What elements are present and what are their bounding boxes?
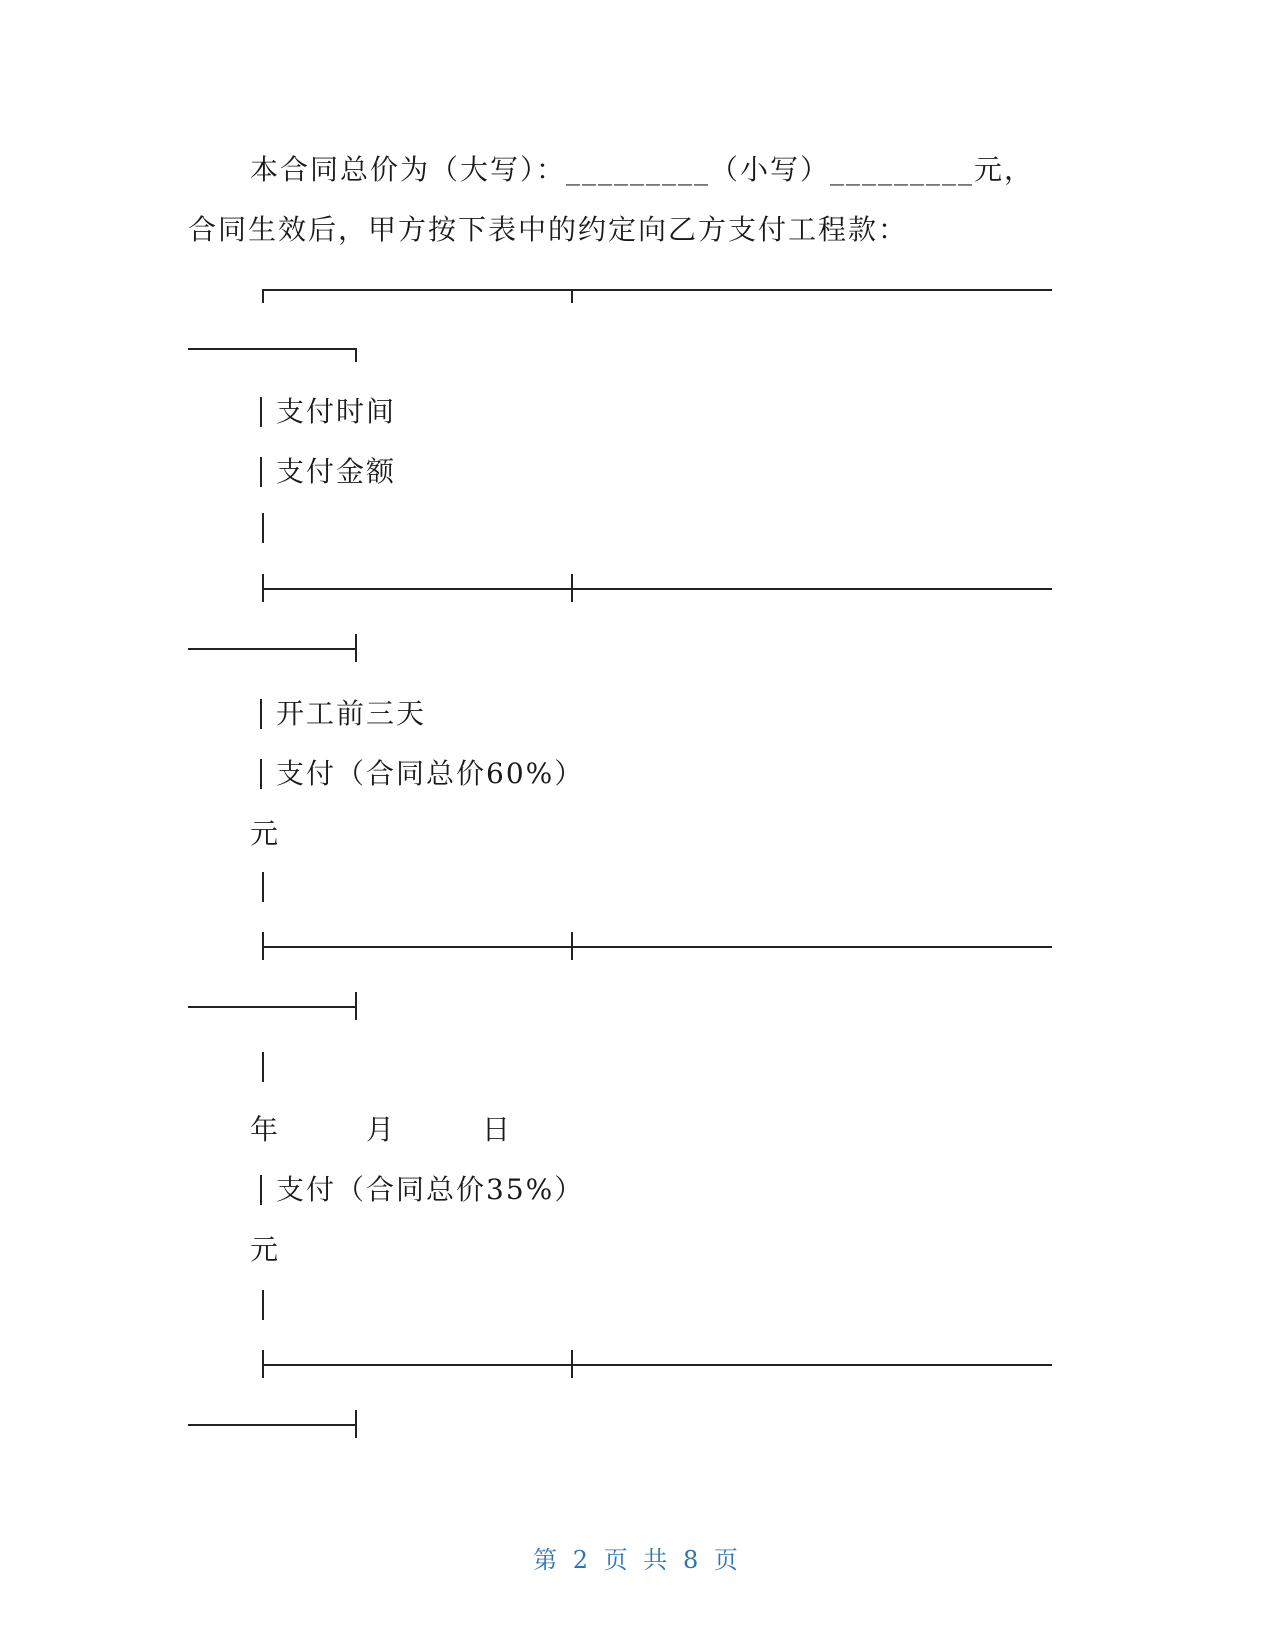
table-cell-border (262, 1290, 264, 1320)
table-row-separator-wrap (188, 648, 356, 650)
table-corner-left (262, 289, 264, 303)
row2-payment-amount: 支付（合同总价35%） (260, 1172, 584, 1208)
table-separator-mid (571, 932, 573, 960)
table-row-separator (262, 588, 1052, 590)
table-cell-border (262, 872, 264, 902)
table-separator-mid (571, 574, 573, 602)
header-payment-time: 支付时间 (260, 394, 396, 430)
table-separator-right (355, 1410, 357, 1438)
payment-intro-line: 合同生效后，甲方按下表中的约定向乙方支付工程款： (188, 213, 909, 246)
table-cell-border (262, 1052, 264, 1082)
table-row-separator-wrap (188, 1424, 356, 1426)
table-separator-right (355, 634, 357, 662)
table-corner-right (355, 348, 357, 362)
row1-payment-amount: 支付（合同总价60%） (260, 756, 584, 792)
table-top-divider (571, 289, 573, 303)
row1-payment-time: 开工前三天 (260, 696, 426, 732)
table-top-border (262, 289, 1052, 291)
table-separator-right (355, 992, 357, 1020)
header-payment-amount: 支付金额 (260, 454, 396, 490)
row1-unit: 元 (250, 817, 281, 850)
row2-payment-date: 年 月 日 (250, 1113, 512, 1146)
table-separator-left (262, 932, 264, 960)
row2-unit: 元 (250, 1233, 281, 1266)
table-row-separator (262, 1364, 1052, 1366)
table-row-separator-wrap (188, 1006, 356, 1008)
table-separator-left (262, 574, 264, 602)
table-separator-mid (571, 1350, 573, 1378)
table-cell-border (262, 513, 264, 543)
contract-total-price-line: 本合同总价为（大写）：_________（小写）_________元， (250, 153, 1035, 186)
page-number-footer: 第 2 页 共 8 页 (533, 1546, 742, 1574)
table-top-border-wrap (188, 348, 356, 350)
table-separator-left (262, 1350, 264, 1378)
table-row-separator (262, 946, 1052, 948)
